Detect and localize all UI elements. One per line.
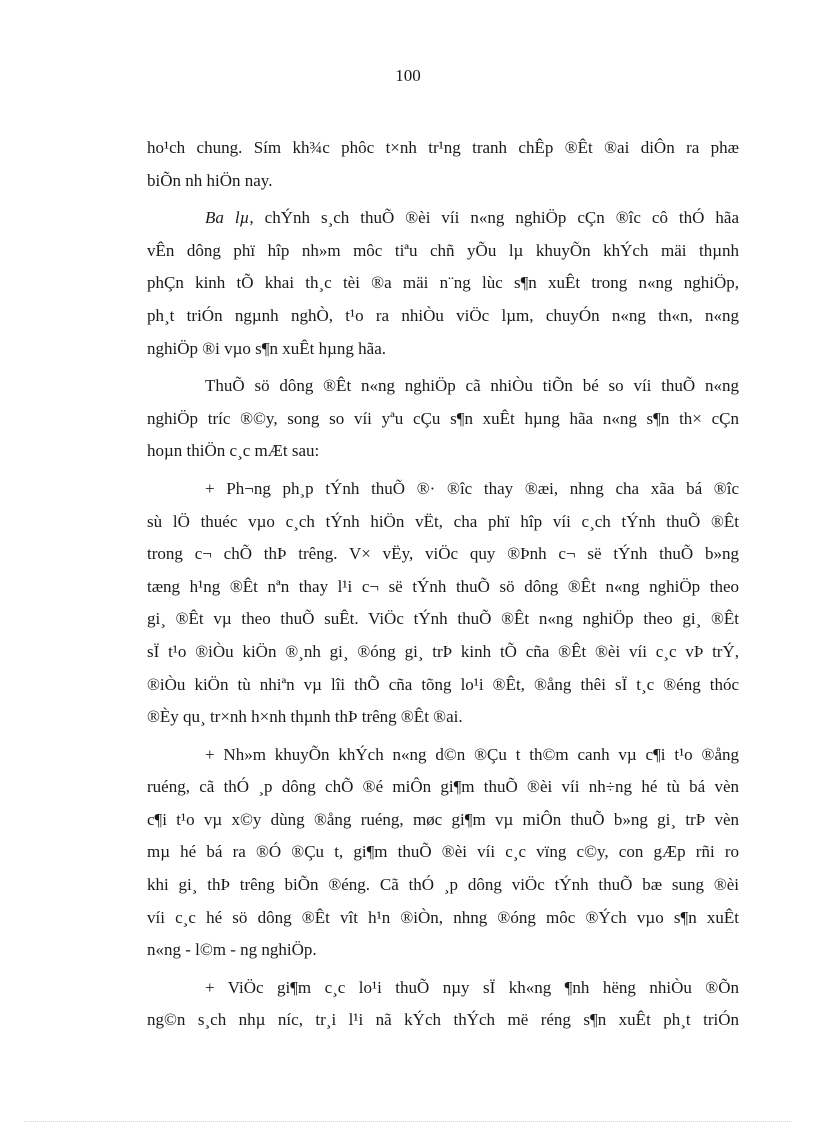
text-line: ph¸t triÓn ngµnh nghÒ, t¹o ra nhiÒu viÖc lµm, chuyÓn n«ng th«n, n«ng [147, 305, 739, 325]
text-line: víi c¸c hé sö dông ®Êt vît h¹n ®iÒn, nhng ®óng môc ®Ých vµo s¶n xuÊt [147, 907, 739, 927]
text-line: sù lÖ thuéc vµo c¸ch tÝnh hiÖn vËt, cha phï hîp víi c¸ch tÝnh thuÕ ®Êt [147, 511, 739, 531]
text-line: c¶i t¹o vµ x©y dùng ®ång ruéng, møc gi¶m vµ miÔn thuÕ b»ng gi¸ trÞ vèn [147, 809, 739, 829]
text-line: nghiÖp tríc ®©y, song so víi yªu cÇu s¶n xuÊt hµng hãa n«ng s¶n th× cÇn [147, 408, 739, 428]
text-line: ng©n s¸ch nhµ níc, tr¸i l¹i nã kÝch thÝch më réng s¶n xuÊt ph¸t triÓn [147, 1010, 739, 1030]
text-line: n«ng - l©m - ng nghiÖp. [147, 940, 317, 960]
paragraph [147, 739, 739, 967]
text-line: ThuÕ sö dông ®Êt n«ng nghiÖp cã nhiÒu tiÕn bé so víi thuÕ n«ng [205, 376, 739, 396]
text-line: tæng h¹ng ®Êt nªn thay l¹i c¬ së tÝnh thuÕ sö dông ®Êt n«ng nghiÖp theo [147, 576, 739, 596]
text-line: ho¹ch chung. Sím kh¾c phôc t×nh tr¹ng tranh chÊp ®Êt ®ai diÔn ra phæ [147, 138, 739, 157]
document-body [147, 132, 739, 1037]
paragraph [147, 202, 739, 365]
text-line: ®Èy qu¸ tr×nh h×nh thµnh thÞ trêng ®Êt ®ai. [147, 707, 463, 727]
text-line: + ViÖc gi¶m c¸c lo¹i thuÕ nµy sÏ kh«ng ¶nh hëng nhiÒu ®Õn [205, 977, 739, 997]
paragraph [147, 972, 739, 1037]
text-line: mµ hé bá ra ®Ó ®Çu t, gi¶m thuÕ ®èi víi c¸c vïng c©y, con gÆp rñi ro [147, 842, 739, 862]
paragraph [147, 370, 739, 468]
text-line: phÇn kinh tÕ khai th¸c tèi ®a mäi n¨ng lùc s¶n xuÊt trong n«ng nghiÖp, [147, 273, 739, 293]
text-line [147, 202, 739, 235]
text-line: ruéng, cã thÓ ¸p dông chÕ ®é miÔn gi¶m thuÕ ®èi víi nh÷ng hé tù bá vèn [147, 777, 739, 797]
text-line: + Nh»m khuyÕn khÝch n«ng d©n ®Çu t th©m canh vµ c¶i t¹o ®ång [205, 744, 739, 764]
text-line: + Ph¬ng ph¸p tÝnh thuÕ ®· ®îc thay ®æi, nhng cha xãa bá ®îc [205, 478, 739, 498]
page-number: 100 [395, 66, 421, 85]
text-line: nghiÖp ®i vµo s¶n xuÊt hµng hãa. [147, 338, 386, 358]
text-line: trong c¬ chÕ thÞ trêng. V× vËy, viÖc quy ®Þnh c¬ së tÝnh thuÕ b»ng [147, 544, 739, 564]
text-line: hoµn thiÖn c¸c mÆt sau: [147, 441, 320, 461]
text-line: khi gi¸ thÞ trêng biÕn ®éng. Cã thÓ ¸p dông viÖc tÝnh thuÕ bæ sung ®èi [147, 875, 739, 895]
page-bottom-divider [24, 1121, 792, 1122]
text-span: , chÝnh s¸ch thuÕ ®èi víi n«ng nghiÖp cÇn ®îc cô thÓ hãa [249, 208, 740, 228]
paragraph [147, 132, 739, 197]
text-line: biÕn nh hiÖn nay. [147, 170, 273, 190]
text-line: vÊn dông phï hîp nh»m môc tiªu chñ yÕu lµ khuyÕn khÝch mäi thµnh [147, 240, 739, 260]
text-line: ®iÒu kiÖn tù nhiªn vµ lîi thÕ cña tõng lo¹i ®Êt, ®ång thêi sÏ t¸c ®éng thóc [147, 674, 739, 694]
text-line: sÏ t¹o ®iÒu kiÖn ®¸nh gi¸ ®óng gi¸ trÞ kinh tÕ cña ®Êt ®èi víi c¸c vÞ trÝ, [147, 641, 739, 661]
paragraph [147, 473, 739, 734]
italic-lead: Ba lµ [205, 208, 250, 228]
text-line: gi¸ ®Êt vµ theo thuÕ suÊt. ViÖc tÝnh thuÕ ®Êt n«ng nghiÖp theo gi¸ ®Êt [147, 609, 739, 629]
